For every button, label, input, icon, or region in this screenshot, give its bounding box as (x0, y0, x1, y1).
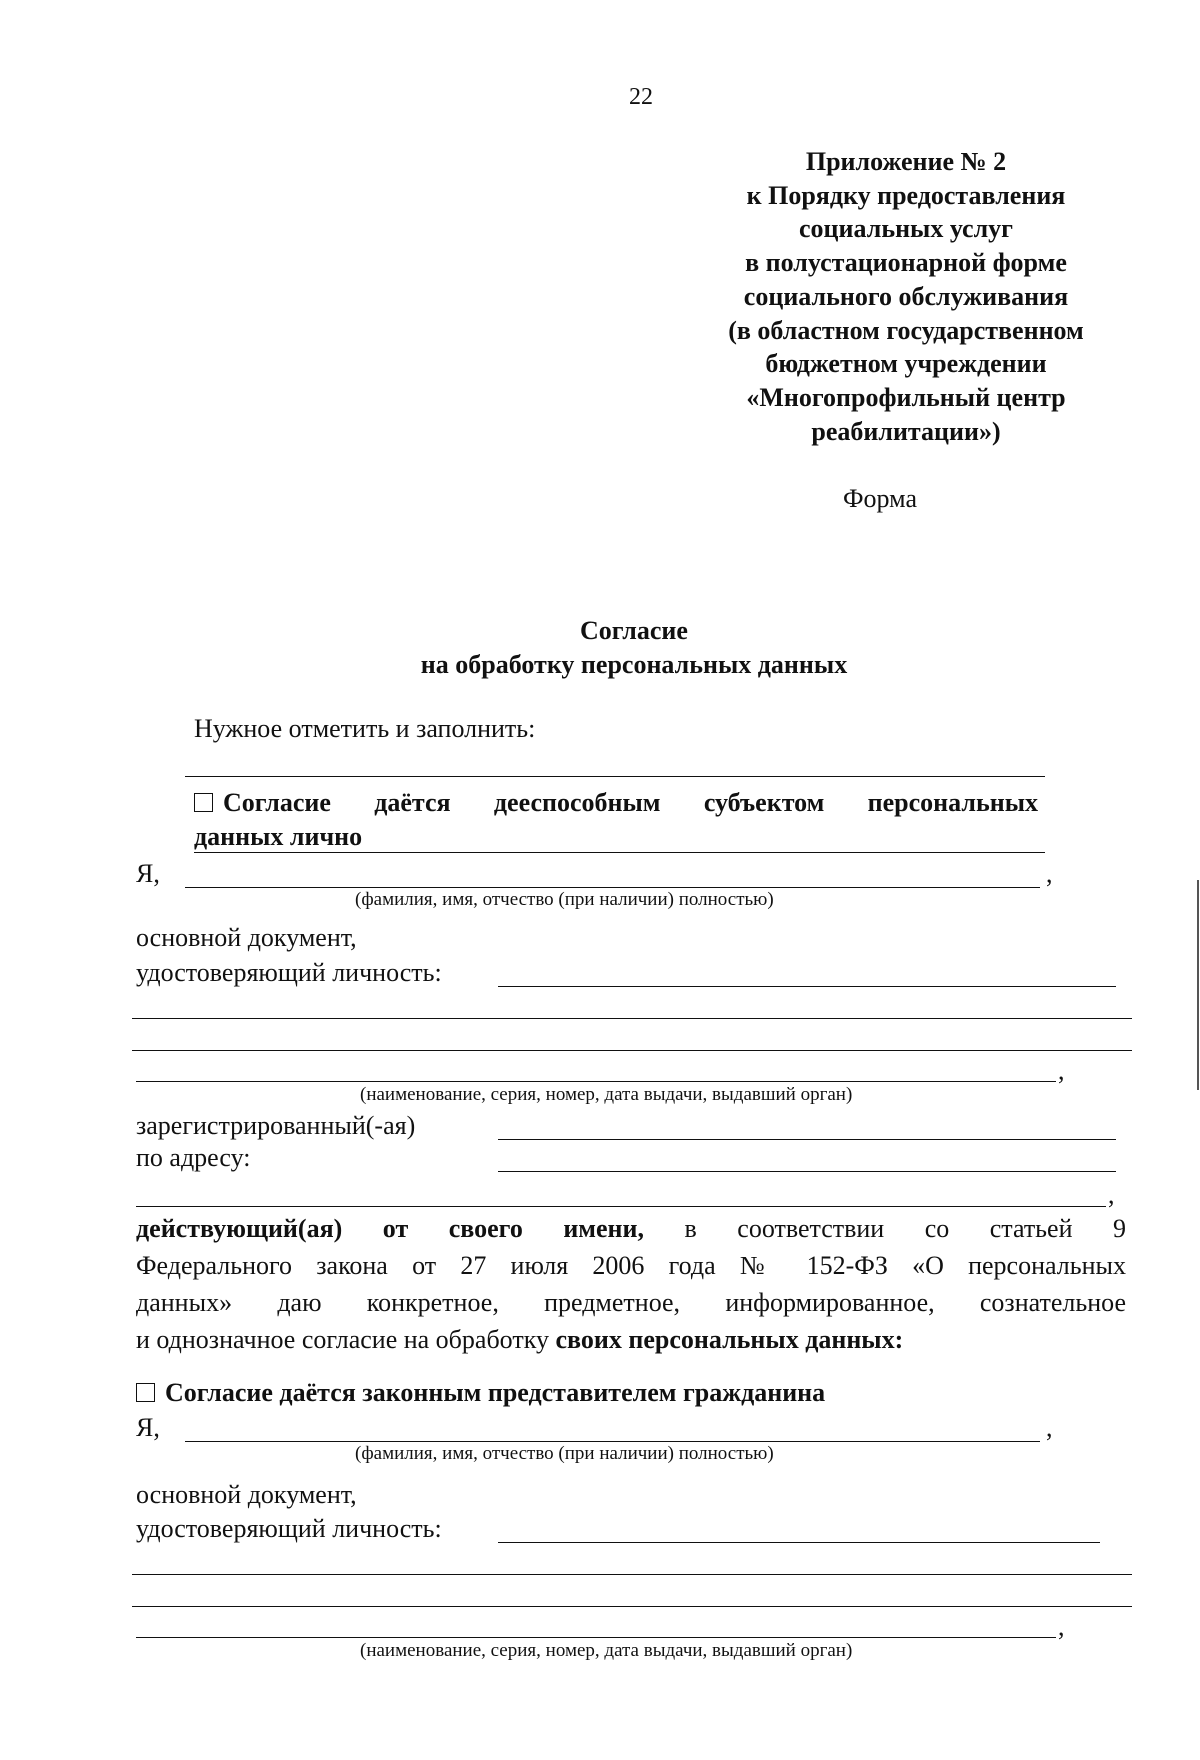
paragraph-line-4-bold: своих персональных данных: (555, 1325, 904, 1354)
paragraph-line-2: Федерального закона от 27 июля 2006 года № 152-ФЗ «О персональных (136, 1251, 1126, 1280)
doc-field[interactable] (498, 986, 1116, 987)
fio-caption-2: (фамилия, имя, отчество (при наличии) полностью) (355, 1443, 774, 1464)
consent-representative-heading (136, 1378, 825, 1408)
acting-rest: в соответствии со статьей 9 (644, 1214, 1126, 1243)
instruction-text: Нужное отметить и заполнить: (194, 714, 536, 743)
paragraph-line-3: данных» даю конкретное, предметное, информированное, сознательное (136, 1288, 1126, 1317)
appendix-line: «Многопрофильный центр (746, 382, 1066, 412)
doc-field-line-4[interactable] (136, 1081, 1056, 1082)
doc-field-line-2[interactable] (132, 1018, 1132, 1019)
consent-representative-checkbox[interactable] (136, 1383, 155, 1402)
doc-caption-2: (наименование, серия, номер, дата выдачи, выдавший орган) (360, 1640, 853, 1661)
doc-label-1: основной документ, (136, 923, 357, 952)
doc-label-1: основной документ, (136, 1480, 357, 1509)
comma: , (1046, 1413, 1053, 1442)
address-field-line-3[interactable] (136, 1206, 1106, 1207)
form-label: Форма (843, 484, 917, 513)
appendix-line: реабилитации») (811, 416, 1001, 446)
comma: , (1058, 1056, 1065, 1085)
doc-field-2-line-4[interactable] (136, 1637, 1056, 1638)
doc-caption: (наименование, серия, номер, дата выдачи, выдавший орган) (360, 1084, 853, 1105)
title-line-1: Согласие (580, 616, 688, 645)
appendix-line: Приложение № 2 (805, 147, 1007, 176)
appendix-heading (640, 145, 1172, 448)
doc-field-2-line-2[interactable] (132, 1574, 1132, 1575)
underline (194, 852, 1045, 853)
scan-edge-mark (1197, 880, 1199, 1090)
doc-label-2: удостоверяющий личность: (136, 958, 442, 987)
separator-line (185, 776, 1045, 777)
doc-label-2: удостоверяющий личность: (136, 1514, 442, 1543)
consent-paragraph (136, 1210, 1126, 1358)
appendix-line: в полустационарной форме (745, 248, 1067, 278)
fio-caption: (фамилия, имя, отчество (при наличии) полностью) (355, 889, 774, 910)
appendix-line: бюджетном учреждении (765, 349, 1047, 379)
fio-field[interactable] (185, 887, 1040, 888)
paragraph-line-4-normal: и однозначное согласие на обработку (136, 1325, 556, 1354)
appendix-line: к Порядку предоставления (746, 180, 1066, 210)
comma: , (1046, 859, 1053, 888)
consent-self-heading (194, 786, 1038, 854)
document-title (300, 614, 968, 682)
fio-field-2[interactable] (185, 1441, 1040, 1442)
acting-bold: действующий(ая) от своего имени, (136, 1214, 645, 1243)
page-number: 22 (629, 84, 653, 110)
doc-field-2[interactable] (498, 1542, 1100, 1543)
consent-self-heading-text: Согласие даётся дееспособным субъектом персональных (223, 788, 1038, 817)
address-field-line-2[interactable] (498, 1171, 1116, 1172)
i-label: Я, (136, 859, 160, 888)
appendix-line: социального обслуживания (743, 281, 1069, 311)
comma: , (1058, 1612, 1065, 1641)
i-label: Я, (136, 1413, 160, 1442)
consent-self-checkbox[interactable] (194, 793, 213, 812)
consent-representative-heading-text: Согласие даётся законным представителем гражданина (165, 1378, 826, 1407)
appendix-line: социальных услуг (799, 214, 1013, 244)
comma: , (1108, 1180, 1115, 1209)
doc-field-line-3[interactable] (132, 1050, 1132, 1051)
reg-label-2: по адресу: (136, 1143, 251, 1172)
consent-self-heading-line2: данных лично (194, 822, 363, 851)
appendix-line: (в областном государственном (728, 315, 1084, 345)
reg-label-1: зарегистрированный(-ая) (136, 1111, 416, 1140)
address-field[interactable] (498, 1139, 1116, 1140)
title-line-2: на обработку персональных данных (420, 650, 848, 679)
doc-field-2-line-3[interactable] (132, 1606, 1132, 1607)
